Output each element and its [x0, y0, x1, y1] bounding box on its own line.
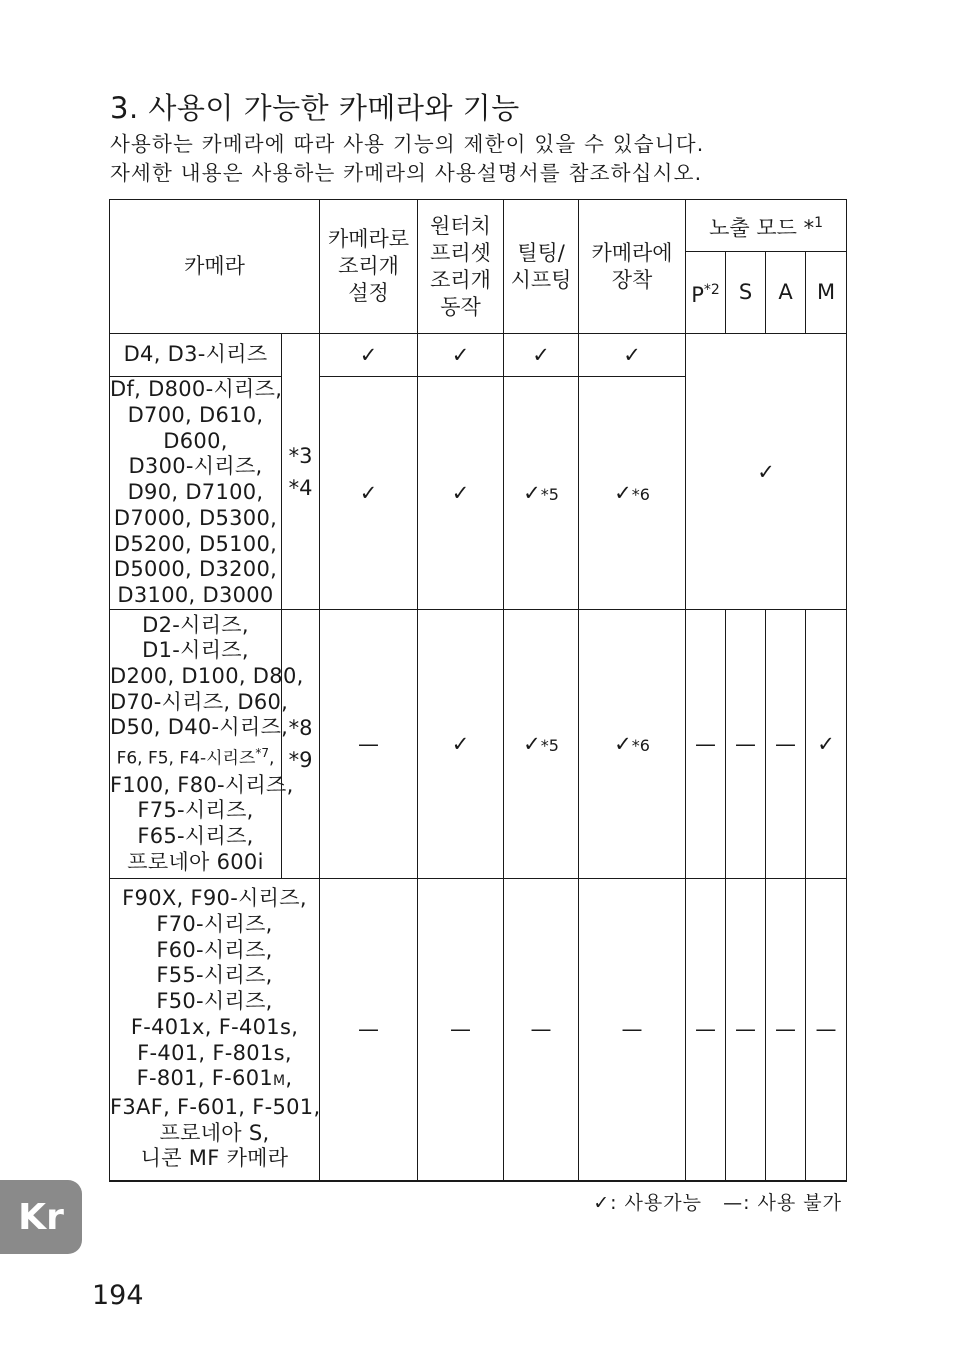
cell-one-touch: ✓ [418, 377, 504, 610]
page-title: 3. 사용이 가능한 카메라와 기능 [110, 91, 520, 125]
cell-mount: ✓ [579, 334, 686, 377]
legend-dash-icon: — [723, 1192, 744, 1214]
header-one-touch-preset: 원터치 프리셋 조리개 동작 [418, 200, 504, 334]
cell-mode-a: — [766, 610, 806, 879]
cell-setting: — [320, 610, 418, 879]
cell-mode-p: — [686, 879, 726, 1181]
language-tab: Kr [0, 1180, 82, 1254]
cell-mount: ✓*6 [579, 377, 686, 610]
cell-exposure-all: ✓ [686, 334, 847, 610]
camera-cell: F90X, F90-시리즈, F70-시리즈, F60-시리즈, F55-시리즈, F50-시리즈, F-401x, F-401s, F-401, F-801s, F-801, F-601M, F3AF, F-601, F-501, 프로네아 S, 니콘 MF 카메라 [110, 879, 320, 1181]
cell-mode-m: — [806, 879, 847, 1181]
cell-setting: ✓ [320, 334, 418, 377]
intro-text [110, 130, 705, 188]
header-mount: 카메라에 장착 [579, 200, 686, 334]
cell-mount: ✓*6 [579, 610, 686, 879]
header-row [110, 200, 847, 252]
cell-mount: — [579, 879, 686, 1181]
note-cell: *8 *9 [282, 610, 320, 879]
legend-check-icon: ✓ [593, 1192, 611, 1214]
cell-setting: — [320, 879, 418, 1181]
cell-tilt-shift: ✓*5 [504, 610, 579, 879]
page-number: 194 [92, 1280, 144, 1311]
camera-cell: D4, D3-시리즈 [110, 334, 282, 377]
header-mode-m: M [806, 252, 847, 334]
header-exposure-mode: 노출 모드 *$^1$ [686, 200, 847, 252]
cell-one-touch: ✓ [418, 610, 504, 879]
table-row [110, 610, 847, 879]
note-cell: *3 *4 [282, 334, 320, 610]
cell-one-touch: ✓ [418, 334, 504, 377]
camera-cell: D2-시리즈, D1-시리즈, D200, D100, D80, D70-시리즈, D60, D50, D40-시리즈, F6, F5, F4-시리즈$^{*7}$, F100, F80-시리즈, F75-시리즈, F65-시리즈, 프로네아 600i [110, 610, 282, 879]
table-row [110, 879, 847, 1181]
header-mode-p: P$^{*2}$ [686, 252, 726, 334]
cell-mode-m: ✓ [806, 610, 847, 879]
cell-mode-p: — [686, 610, 726, 879]
header-tilt-shift: 틸팅/ 시프팅 [504, 200, 579, 334]
table-row [110, 334, 847, 377]
intro-line-2: 자세한 내용은 사용하는 카메라의 사용설명서를 참조하십시오. [110, 161, 703, 185]
cell-tilt-shift: ✓*5 [504, 377, 579, 610]
header-mode-a: A [766, 252, 806, 334]
cell-mode-s: — [726, 610, 766, 879]
header-aperture-setting: 카메라로 조리개 설정 [320, 200, 418, 334]
legend: ✓: 사용가능 —: 사용 불가 [593, 1192, 842, 1214]
header-camera: 카메라 [110, 200, 320, 334]
cell-setting: ✓ [320, 377, 418, 610]
cell-tilt-shift: ✓ [504, 334, 579, 377]
cell-mode-a: — [766, 879, 806, 1181]
compatibility-table [109, 199, 847, 1182]
cell-one-touch: — [418, 879, 504, 1181]
header-mode-s: S [726, 252, 766, 334]
cell-tilt-shift: — [504, 879, 579, 1181]
camera-cell: Df, D800-시리즈, D700, D610, D600, D300-시리즈, D90, D7100, D7000, D5300, D5200, D5100, D5000, D3200, D3100, D3000 [110, 377, 282, 610]
cell-mode-s: — [726, 879, 766, 1181]
intro-line-1: 사용하는 카메라에 따라 사용 기능의 제한이 있을 수 있습니다. [110, 132, 705, 156]
